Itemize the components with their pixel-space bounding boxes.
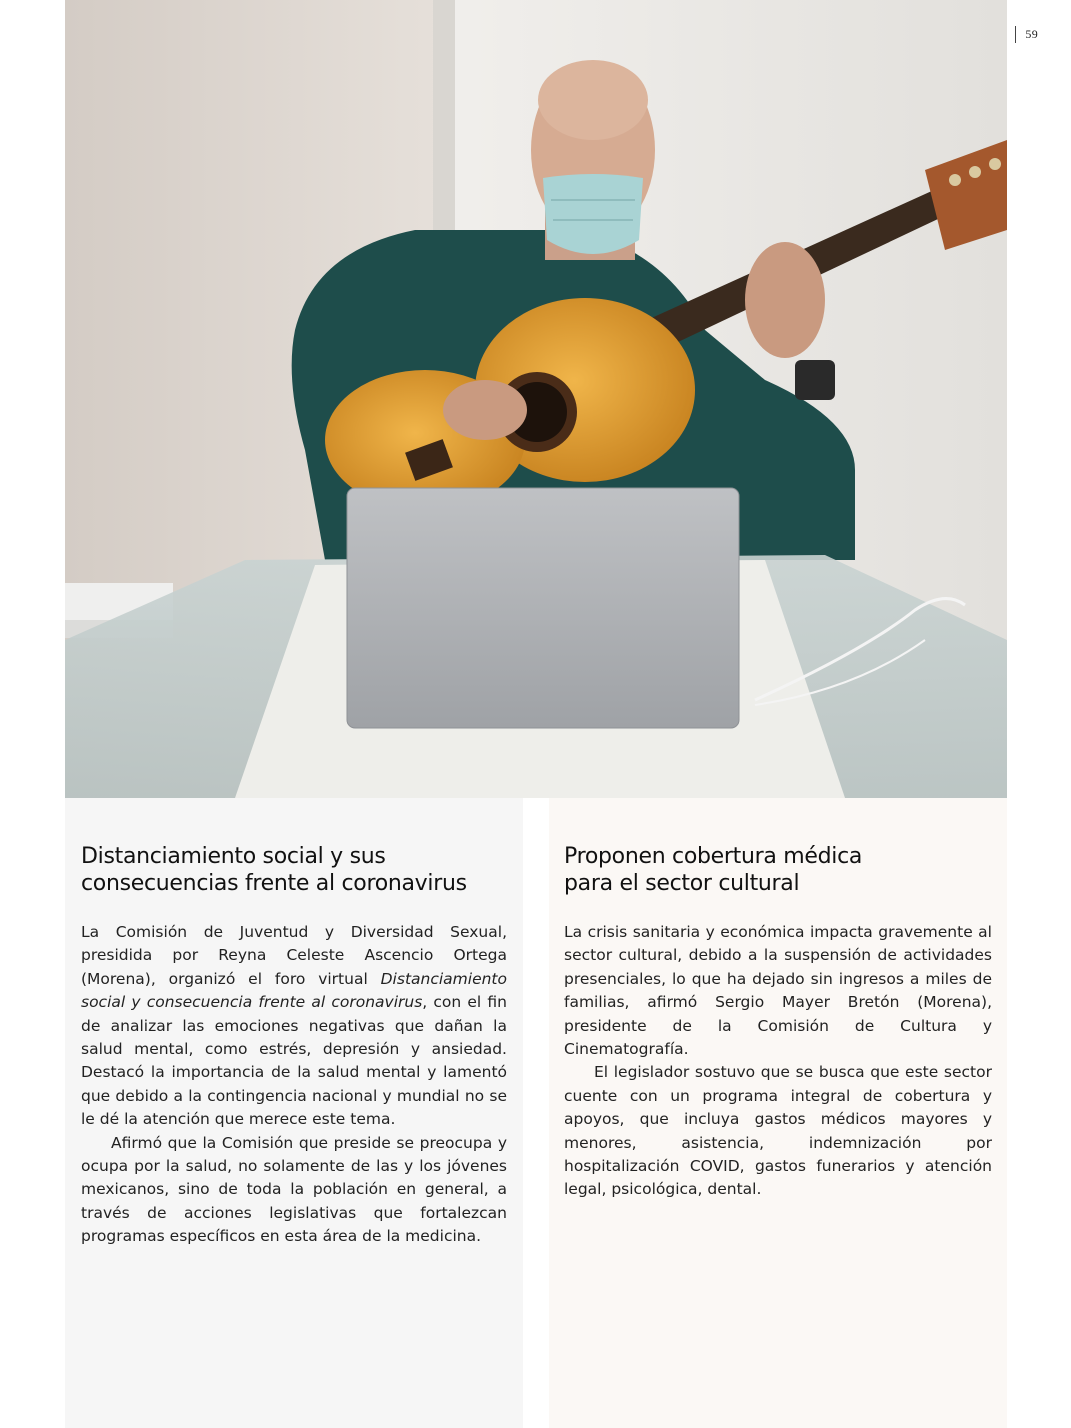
article-left xyxy=(65,798,523,1428)
article-left-title xyxy=(81,843,507,897)
article-right xyxy=(549,798,1007,1428)
article-right-title xyxy=(564,843,992,897)
article-left-title-line1: Distanciamiento social y sus xyxy=(81,844,386,869)
forum-title: Distanciamiento social y consecuencia frente al coronavirus xyxy=(81,969,507,1012)
feature-photo xyxy=(65,0,1007,798)
article-left-title-line2: consecuencias frente al coronavirus xyxy=(81,871,467,896)
article-right-body xyxy=(564,921,992,1202)
article-left-paragraph-2: Afirmó que la Comisión que preside se preocupa y ocupa por la salud, no solamente de las y los jóvenes mexicanos, sino de toda la población en general, a través de acciones legislativas que fortalezcan programas específicos en esta área de la medicina. xyxy=(81,1133,507,1246)
article-left-paragraph-1: La Comisión de Juventud y Diversidad Sexual, presidida por Reyna Celeste Ascencio Ortega (Morena), organizó el foro virtual Distanciamiento social y consecuencia frente al coronavirus, con el fin de analizar las emociones negativas que dañan la salud mental, como estrés, depresión y ansiedad. Destacó la importancia de la salud mental y lamentó que debido a la contingencia nacional y mundial no se le dé la atención que merece este tema. xyxy=(81,923,508,1129)
article-right-title-line2: para el sector cultural xyxy=(564,871,800,896)
header-divider xyxy=(1015,26,1016,43)
article-left-body xyxy=(81,921,507,1249)
article-right-title-line1: Proponen cobertura médica xyxy=(564,844,863,869)
article-right-paragraph-2: El legislador sostuvo que se busca que este sector cuente con un programa integral de cobertura y apoyos, que incluya gastos médicos mayores y menores, asistencia, indemnización por hospitalización COVID, gastos funerarios y atención legal, psicológica, dental. xyxy=(564,1063,992,1199)
article-right-paragraph-1: La crisis sanitaria y económica impacta gravemente al sector cultural, debido a la suspensión de actividades presenciales, lo que ha dejado sin ingresos a miles de familias, afirmó Sergio Mayer Bretón (Morena), presidente de la Comisión de Cultura y Cinematografía. xyxy=(564,923,992,1059)
page-number: 59 xyxy=(1025,27,1038,41)
